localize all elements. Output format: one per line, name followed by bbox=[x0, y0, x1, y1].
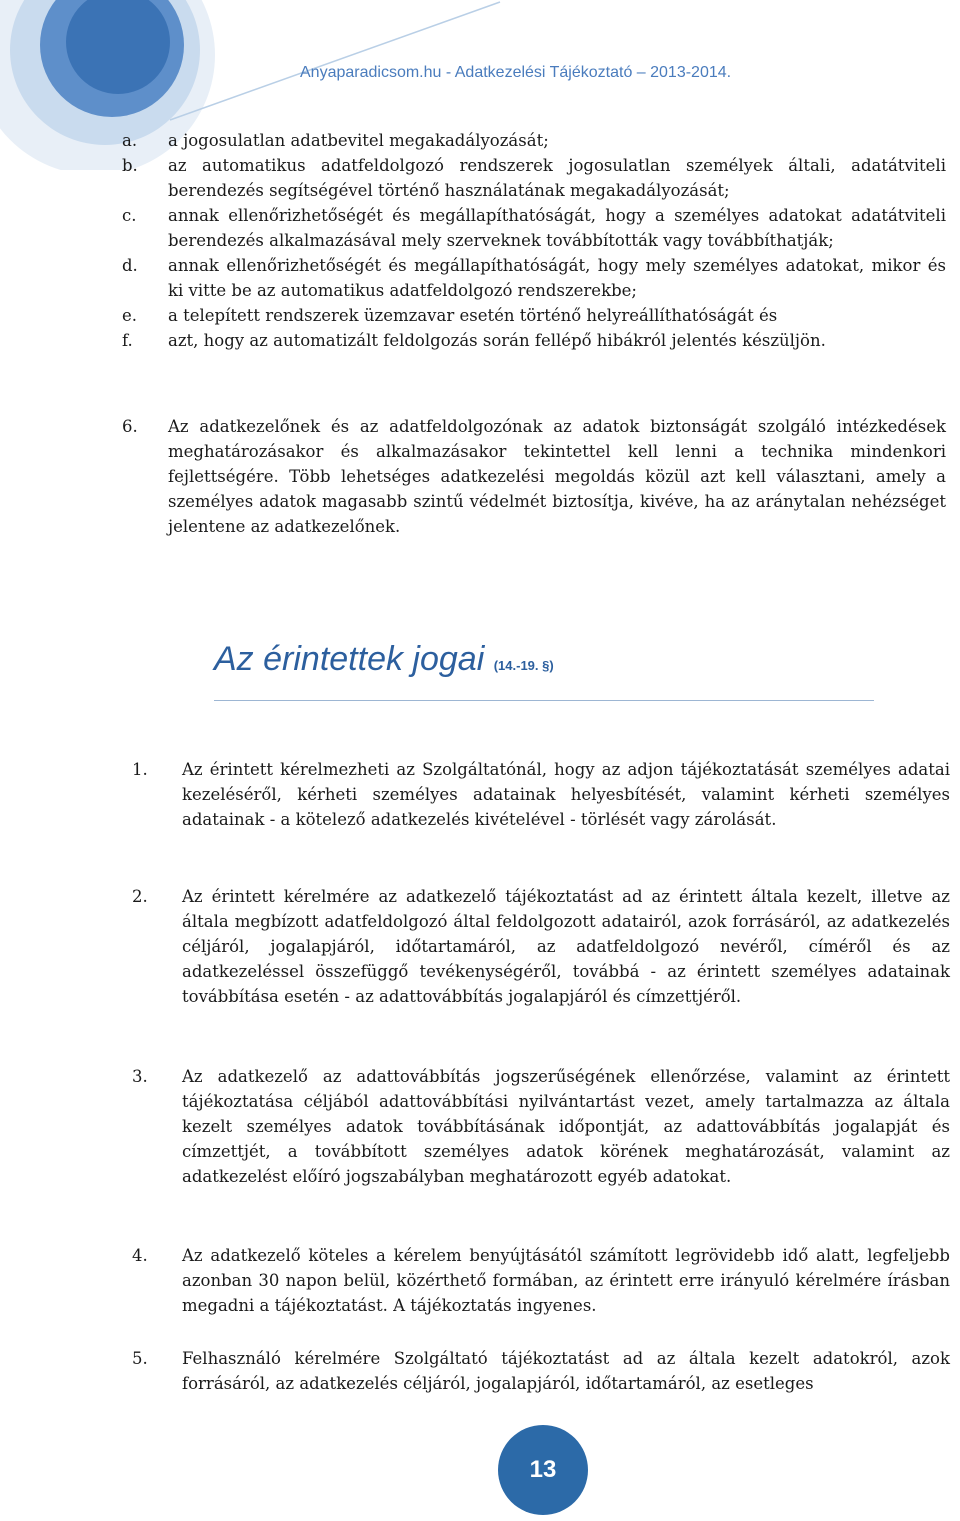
paragraph-number: 6. bbox=[122, 417, 138, 436]
rights-number: 2. bbox=[132, 887, 148, 906]
section-title: Az érintettek jogai bbox=[214, 640, 485, 678]
rights-item bbox=[132, 1243, 950, 1318]
list-text: a jogosulatlan adatbevitel megakadályozását; bbox=[168, 131, 549, 150]
rights-item bbox=[132, 1346, 950, 1396]
list-marker: c. bbox=[122, 206, 137, 225]
header-title: Anyaparadicsom.hu - Adatkezelési Tájékoztató – 2013-2014. bbox=[300, 64, 732, 81]
rights-item bbox=[132, 884, 950, 1009]
security-measures-list bbox=[122, 128, 946, 353]
page-number-badge: 13 bbox=[498, 1425, 588, 1515]
list-marker: f. bbox=[122, 331, 133, 350]
rights-text: Az adatkezelő az adattovábbítás jogszerűségének ellenőrzése, valamint az érintett tájékoztatása céljából adattovábbítási nyilvántartást vezet, amely tartalmazza az általa kezelt személyes adatok továbbításának időpontját, az adattovábbítás jogalapját és címzettjét, a továbbított személyes adatok körének meghatározását, valamint az adatkezelést előíró jogszabályban meghatározott egyéb adatokat. bbox=[182, 1067, 950, 1186]
section-reference: (14.-19. §) bbox=[493, 658, 554, 673]
list-text: annak ellenőrizhetőségét és megállapíthatóságát, hogy a személyes adatokat adatátviteli berendezés alkalmazásával mely szerveknek továbbították vagy továbbíthatják; bbox=[168, 206, 946, 250]
rights-number: 4. bbox=[132, 1246, 148, 1265]
list-marker: d. bbox=[122, 256, 138, 275]
list-item bbox=[122, 203, 946, 253]
rights-number: 5. bbox=[132, 1349, 148, 1368]
list-marker: a. bbox=[122, 131, 138, 150]
list-text: az automatikus adatfeldolgozó rendszerek jogosulatlan személyek általi, adatátviteli berendezés segítségével történő használatának megakadályozását; bbox=[168, 156, 946, 200]
list-item bbox=[122, 328, 946, 353]
list-item bbox=[122, 128, 946, 153]
rights-number: 1. bbox=[132, 760, 148, 779]
rights-text: Az érintett kérelmére az adatkezelő tájékoztatást ad az érintett általa kezelt, illetve az általa megbízott adatfeldolgozó által feldolgozott adatairól, azok forrásáról, az adatkezelés céljáról, jogalapjáról, időtartamáról, az adatfeldolgozó nevéről, címéről és az adatkezeléssel összefüggő tevékenységéről, továbbá - az érintett személyes adatainak továbbítása esetén - az adattovábbítás jogalapjáról és címzettjéről. bbox=[182, 887, 950, 1006]
heading-divider bbox=[214, 700, 874, 701]
list-text: a telepített rendszerek üzemzavar esetén történő helyreállíthatóságát és bbox=[168, 306, 778, 325]
list-text: azt, hogy az automatizált feldolgozás során fellépő hibákról jelentés készüljön. bbox=[168, 331, 826, 350]
list-marker: e. bbox=[122, 306, 138, 325]
list-marker: b. bbox=[122, 156, 138, 175]
list-item bbox=[122, 253, 946, 303]
rights-text: Az adatkezelő köteles a kérelem benyújtásától számított legrövidebb idő alatt, legfeljebb azonban 30 napon belül, közérthető formában, az érintett erre irányuló kérelmére írásban megadni a tájékoztatást. A tájékoztatás ingyenes. bbox=[182, 1246, 950, 1315]
rights-number: 3. bbox=[132, 1067, 148, 1086]
section-heading bbox=[214, 640, 554, 679]
rights-item bbox=[132, 757, 950, 832]
rights-item bbox=[132, 1064, 950, 1189]
paragraph-text: Az adatkezelőnek és az adatfeldolgozónak az adatok biztonságát szolgáló intézkedések meghatározásakor és alkalmazásakor tekintettel kell lenni a technika mindenkori fejlettségére. Több lehetséges adatkezelési megoldás közül azt kell választani, amely a személyes adatok magasabb szintű védelmét biztosítja, kivéve, ha az aránytalan nehézséget jelentene az adatkezelőnek. bbox=[168, 417, 946, 536]
list-item bbox=[122, 153, 946, 203]
rights-text: Az érintett kérelmezheti az Szolgáltatónál, hogy az adjon tájékoztatását személyes adatai kezeléséről, kérheti személyes adatainak helyesbítését, valamint kérheti személyes adatainak - a kötelező adatkezelés kivételével - törlését vagy zárolását. bbox=[182, 760, 950, 829]
list-text: annak ellenőrizhetőségét és megállapíthatóságát, hogy mely személyes adatokat, mikor és ki vitte be az automatikus adatfeldolgozó rendszerekbe; bbox=[168, 256, 946, 300]
paragraph-6 bbox=[122, 414, 946, 539]
list-item bbox=[122, 303, 946, 328]
rights-text: Felhasználó kérelmére Szolgáltató tájékoztatást ad az általa kezelt adatokról, azok forrásáról, az adatkezelés céljáról, jogalapjáról, időtartamáról, az esetleges bbox=[182, 1349, 950, 1393]
